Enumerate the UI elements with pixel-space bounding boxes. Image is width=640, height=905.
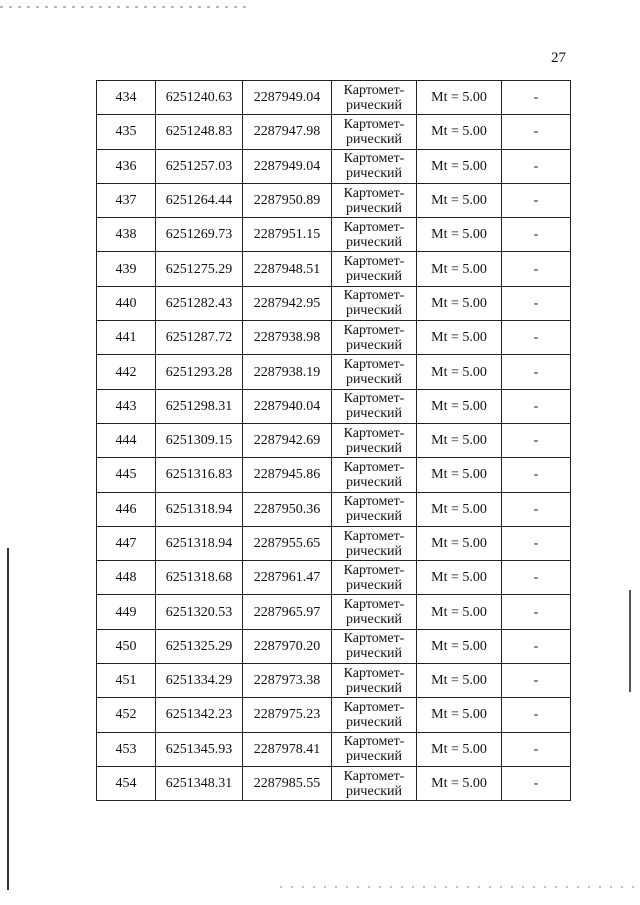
note-cell: - [502,115,571,149]
method-cell [332,492,417,526]
accuracy-cell: Mt = 5.00 [417,286,502,320]
accuracy-cell: Mt = 5.00 [417,458,502,492]
y-coordinate-cell: 2287940.04 [243,389,332,423]
note-cell: - [502,286,571,320]
x-coordinate-cell: 6251320.53 [156,595,243,629]
method-text-line: Картомет- [343,459,405,475]
method-cell [332,183,417,217]
method-text-line: Картомет- [343,528,405,544]
accuracy-cell: Mt = 5.00 [417,252,502,286]
accuracy-cell: Mt = 5.00 [417,698,502,732]
method-text-line: Картомет- [343,151,405,167]
table-row [97,355,571,389]
accuracy-cell: Mt = 5.00 [417,355,502,389]
method-text-line: рический [345,474,403,490]
point-number-cell: 434 [97,81,156,115]
x-coordinate-cell: 6251257.03 [156,149,243,183]
method-cell [332,664,417,698]
method-text-line: рический [345,577,403,593]
method-text-line: Картомет- [343,219,405,235]
x-coordinate-cell: 6251334.29 [156,664,243,698]
table-row [97,698,571,732]
method-text-line: рический [345,440,403,456]
x-coordinate-cell: 6251275.29 [156,252,243,286]
point-number-cell: 436 [97,149,156,183]
x-coordinate-cell: 6251309.15 [156,423,243,457]
method-cell [332,766,417,800]
method-text-line: Картомет- [343,562,405,578]
y-coordinate-cell: 2287951.15 [243,218,332,252]
table-row [97,149,571,183]
x-coordinate-cell: 6251269.73 [156,218,243,252]
point-number-cell: 449 [97,595,156,629]
method-text-line: рический [345,612,403,628]
note-cell: - [502,458,571,492]
y-coordinate-cell: 2287950.36 [243,492,332,526]
method-text-line: Картомет- [343,768,405,784]
x-coordinate-cell: 6251240.63 [156,81,243,115]
table-row [97,458,571,492]
x-coordinate-cell: 6251264.44 [156,183,243,217]
table-row [97,492,571,526]
scan-artifact-bottom [280,886,640,888]
note-cell: - [502,698,571,732]
method-text-line: рический [345,372,403,388]
scan-edge-left [7,548,9,890]
note-cell: - [502,595,571,629]
method-text-line: рический [345,543,403,559]
method-text-line: Картомет- [343,357,405,373]
scan-artifact-top [0,6,250,8]
table-row [97,81,571,115]
method-cell [332,149,417,183]
method-cell [332,629,417,663]
method-text-line: Картомет- [343,254,405,270]
x-coordinate-cell: 6251316.83 [156,458,243,492]
note-cell: - [502,664,571,698]
x-coordinate-cell: 6251298.31 [156,389,243,423]
note-cell: - [502,183,571,217]
x-coordinate-cell: 6251293.28 [156,355,243,389]
method-text-line: рический [345,269,403,285]
method-text-line: Картомет- [343,116,405,132]
y-coordinate-cell: 2287978.41 [243,732,332,766]
accuracy-cell: Mt = 5.00 [417,526,502,560]
method-cell [332,321,417,355]
method-text-line: Картомет- [343,82,405,98]
method-text-line: Картомет- [343,185,405,201]
table-row [97,286,571,320]
point-number-cell: 439 [97,252,156,286]
y-coordinate-cell: 2287965.97 [243,595,332,629]
point-number-cell: 446 [97,492,156,526]
accuracy-cell: Mt = 5.00 [417,561,502,595]
point-number-cell: 441 [97,321,156,355]
method-text-line: Картомет- [343,631,405,647]
accuracy-cell: Mt = 5.00 [417,492,502,526]
x-coordinate-cell: 6251342.23 [156,698,243,732]
y-coordinate-cell: 2287975.23 [243,698,332,732]
point-number-cell: 444 [97,423,156,457]
table-row [97,389,571,423]
table-row [97,766,571,800]
y-coordinate-cell: 2287945.86 [243,458,332,492]
x-coordinate-cell: 6251325.29 [156,629,243,663]
x-coordinate-cell: 6251345.93 [156,732,243,766]
point-number-cell: 453 [97,732,156,766]
method-text-line: Картомет- [343,597,405,613]
accuracy-cell: Mt = 5.00 [417,183,502,217]
method-text-line: рический [345,303,403,319]
note-cell: - [502,423,571,457]
point-number-cell: 452 [97,698,156,732]
method-cell [332,389,417,423]
accuracy-cell: Mt = 5.00 [417,81,502,115]
method-text-line: Картомет- [343,494,405,510]
method-text-line: рический [345,166,403,182]
method-cell [332,286,417,320]
method-text-line: рический [345,509,403,525]
accuracy-cell: Mt = 5.00 [417,149,502,183]
table-row [97,423,571,457]
point-number-cell: 450 [97,629,156,663]
point-number-cell: 437 [97,183,156,217]
method-text-line: рический [345,234,403,250]
y-coordinate-cell: 2287942.69 [243,423,332,457]
x-coordinate-cell: 6251248.83 [156,115,243,149]
note-cell: - [502,252,571,286]
point-number-cell: 447 [97,526,156,560]
table-row [97,595,571,629]
x-coordinate-cell: 6251318.68 [156,561,243,595]
method-text-line: Картомет- [343,699,405,715]
y-coordinate-cell: 2287955.65 [243,526,332,560]
y-coordinate-cell: 2287949.04 [243,81,332,115]
y-coordinate-cell: 2287985.55 [243,766,332,800]
y-coordinate-cell: 2287950.89 [243,183,332,217]
y-coordinate-cell: 2287949.04 [243,149,332,183]
scan-edge-right [629,590,631,692]
method-text-line: рический [345,646,403,662]
method-cell [332,698,417,732]
method-text-line: рический [345,337,403,353]
method-text-line: рический [345,680,403,696]
method-text-line: рический [345,97,403,113]
note-cell: - [502,561,571,595]
note-cell: - [502,81,571,115]
note-cell: - [502,321,571,355]
table-row [97,526,571,560]
table-row [97,252,571,286]
method-text-line: рический [345,783,403,799]
accuracy-cell: Mt = 5.00 [417,321,502,355]
accuracy-cell: Mt = 5.00 [417,115,502,149]
method-text-line: Картомет- [343,425,405,441]
table-row [97,321,571,355]
note-cell: - [502,355,571,389]
point-number-cell: 438 [97,218,156,252]
accuracy-cell: Mt = 5.00 [417,629,502,663]
point-number-cell: 451 [97,664,156,698]
y-coordinate-cell: 2287970.20 [243,629,332,663]
point-number-cell: 435 [97,115,156,149]
coordinates-table [96,80,571,801]
y-coordinate-cell: 2287973.38 [243,664,332,698]
y-coordinate-cell: 2287948.51 [243,252,332,286]
method-cell [332,252,417,286]
method-cell [332,732,417,766]
method-cell [332,458,417,492]
accuracy-cell: Mt = 5.00 [417,595,502,629]
page-number: 27 [551,50,566,66]
x-coordinate-cell: 6251318.94 [156,526,243,560]
point-number-cell: 448 [97,561,156,595]
note-cell: - [502,766,571,800]
method-text-line: рический [345,406,403,422]
method-text-line: Картомет- [343,734,405,750]
method-cell [332,115,417,149]
method-text-line: Картомет- [343,322,405,338]
method-cell [332,526,417,560]
coordinates-table-body [97,81,571,801]
x-coordinate-cell: 6251348.31 [156,766,243,800]
note-cell: - [502,149,571,183]
y-coordinate-cell: 2287938.98 [243,321,332,355]
accuracy-cell: Mt = 5.00 [417,664,502,698]
y-coordinate-cell: 2287938.19 [243,355,332,389]
note-cell: - [502,492,571,526]
y-coordinate-cell: 2287947.98 [243,115,332,149]
table-row [97,561,571,595]
x-coordinate-cell: 6251318.94 [156,492,243,526]
note-cell: - [502,389,571,423]
accuracy-cell: Mt = 5.00 [417,389,502,423]
table-row [97,732,571,766]
x-coordinate-cell: 6251282.43 [156,286,243,320]
method-cell [332,561,417,595]
table-row [97,183,571,217]
method-cell [332,595,417,629]
note-cell: - [502,629,571,663]
accuracy-cell: Mt = 5.00 [417,766,502,800]
y-coordinate-cell: 2287942.95 [243,286,332,320]
method-text-line: Картомет- [343,665,405,681]
method-text-line: Картомет- [343,288,405,304]
table-row [97,218,571,252]
method-cell [332,423,417,457]
accuracy-cell: Mt = 5.00 [417,732,502,766]
accuracy-cell: Mt = 5.00 [417,423,502,457]
method-text-line: рический [345,131,403,147]
method-text-line: рический [345,714,403,730]
x-coordinate-cell: 6251287.72 [156,321,243,355]
point-number-cell: 442 [97,355,156,389]
method-cell [332,218,417,252]
point-number-cell: 445 [97,458,156,492]
note-cell: - [502,526,571,560]
point-number-cell: 454 [97,766,156,800]
point-number-cell: 443 [97,389,156,423]
y-coordinate-cell: 2287961.47 [243,561,332,595]
method-text-line: Картомет- [343,391,405,407]
method-cell [332,355,417,389]
note-cell: - [502,218,571,252]
method-text-line: рический [345,200,403,216]
accuracy-cell: Mt = 5.00 [417,218,502,252]
table-row [97,115,571,149]
table-row [97,629,571,663]
note-cell: - [502,732,571,766]
method-text-line: рический [345,749,403,765]
table-row [97,664,571,698]
method-cell [332,81,417,115]
point-number-cell: 440 [97,286,156,320]
